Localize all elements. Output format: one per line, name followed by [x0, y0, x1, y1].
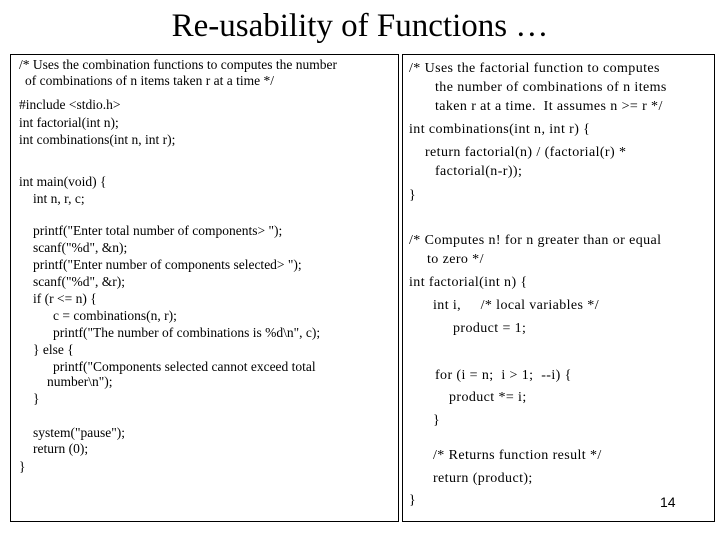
code-line: printf("Components selected cannot exceed total: [53, 359, 316, 374]
code-line: c = combinations(n, r);: [53, 308, 177, 323]
code-line: product *= i;: [449, 390, 527, 405]
code-line: system("pause");: [33, 425, 126, 440]
code-line: product = 1;: [453, 321, 527, 336]
code-line: printf("Enter number of components selected> ");: [33, 257, 302, 272]
code-line: return (product);: [433, 471, 533, 486]
code-line: /* Uses the factorial function to computes: [409, 61, 660, 76]
code-line: printf("Enter total number of components> ");: [33, 223, 283, 238]
slide-title: Re-usability of Functions …: [171, 8, 549, 44]
code-line: }: [409, 188, 417, 203]
code-line: return factorial(n) / (factorial(r) *: [425, 145, 627, 160]
code-line: }: [33, 391, 40, 406]
code-line: }: [409, 493, 417, 508]
code-line: number\n");: [47, 374, 113, 389]
code-line: scanf("%d", &n);: [33, 240, 128, 255]
code-line: int combinations(int n, int r) {: [409, 122, 591, 137]
left-code-panel: [10, 54, 399, 522]
page-number: 14: [660, 494, 676, 510]
code-line: /* Computes n! for n greater than or equal: [409, 233, 662, 248]
code-line: return (0);: [33, 441, 89, 456]
code-line: /* Returns function result */: [433, 448, 602, 463]
code-line: int main(void) {: [19, 174, 107, 189]
code-line: } else {: [33, 342, 74, 357]
code-line: }: [19, 459, 26, 474]
code-line: taken r at a time. It assumes n >= r */: [435, 99, 663, 114]
code-line: if (r <= n) {: [33, 291, 97, 306]
code-line: int n, r, c;: [33, 191, 85, 206]
code-line: printf("The number of combinations is %d\n", c);: [53, 325, 321, 340]
code-line: int factorial(int n);: [19, 115, 119, 130]
code-line: /* Uses the combination functions to computes the number: [19, 57, 337, 72]
code-line: of combinations of n items taken r at a time */: [25, 73, 274, 88]
right-code-panel: [402, 54, 715, 522]
code-line: the number of combinations of n items: [435, 80, 667, 95]
code-line: int factorial(int n) {: [409, 275, 528, 290]
code-line: int i, /* local variables */: [433, 298, 599, 313]
code-line: }: [433, 413, 441, 428]
code-line: scanf("%d", &r);: [33, 274, 125, 289]
code-line: factorial(n-r));: [435, 164, 523, 179]
code-line: #include <stdio.h>: [19, 97, 121, 112]
code-line: int combinations(int n, int r);: [19, 132, 176, 147]
code-line: to zero */: [427, 252, 484, 267]
code-line: for (i = n; i > 1; --i) {: [435, 368, 572, 383]
